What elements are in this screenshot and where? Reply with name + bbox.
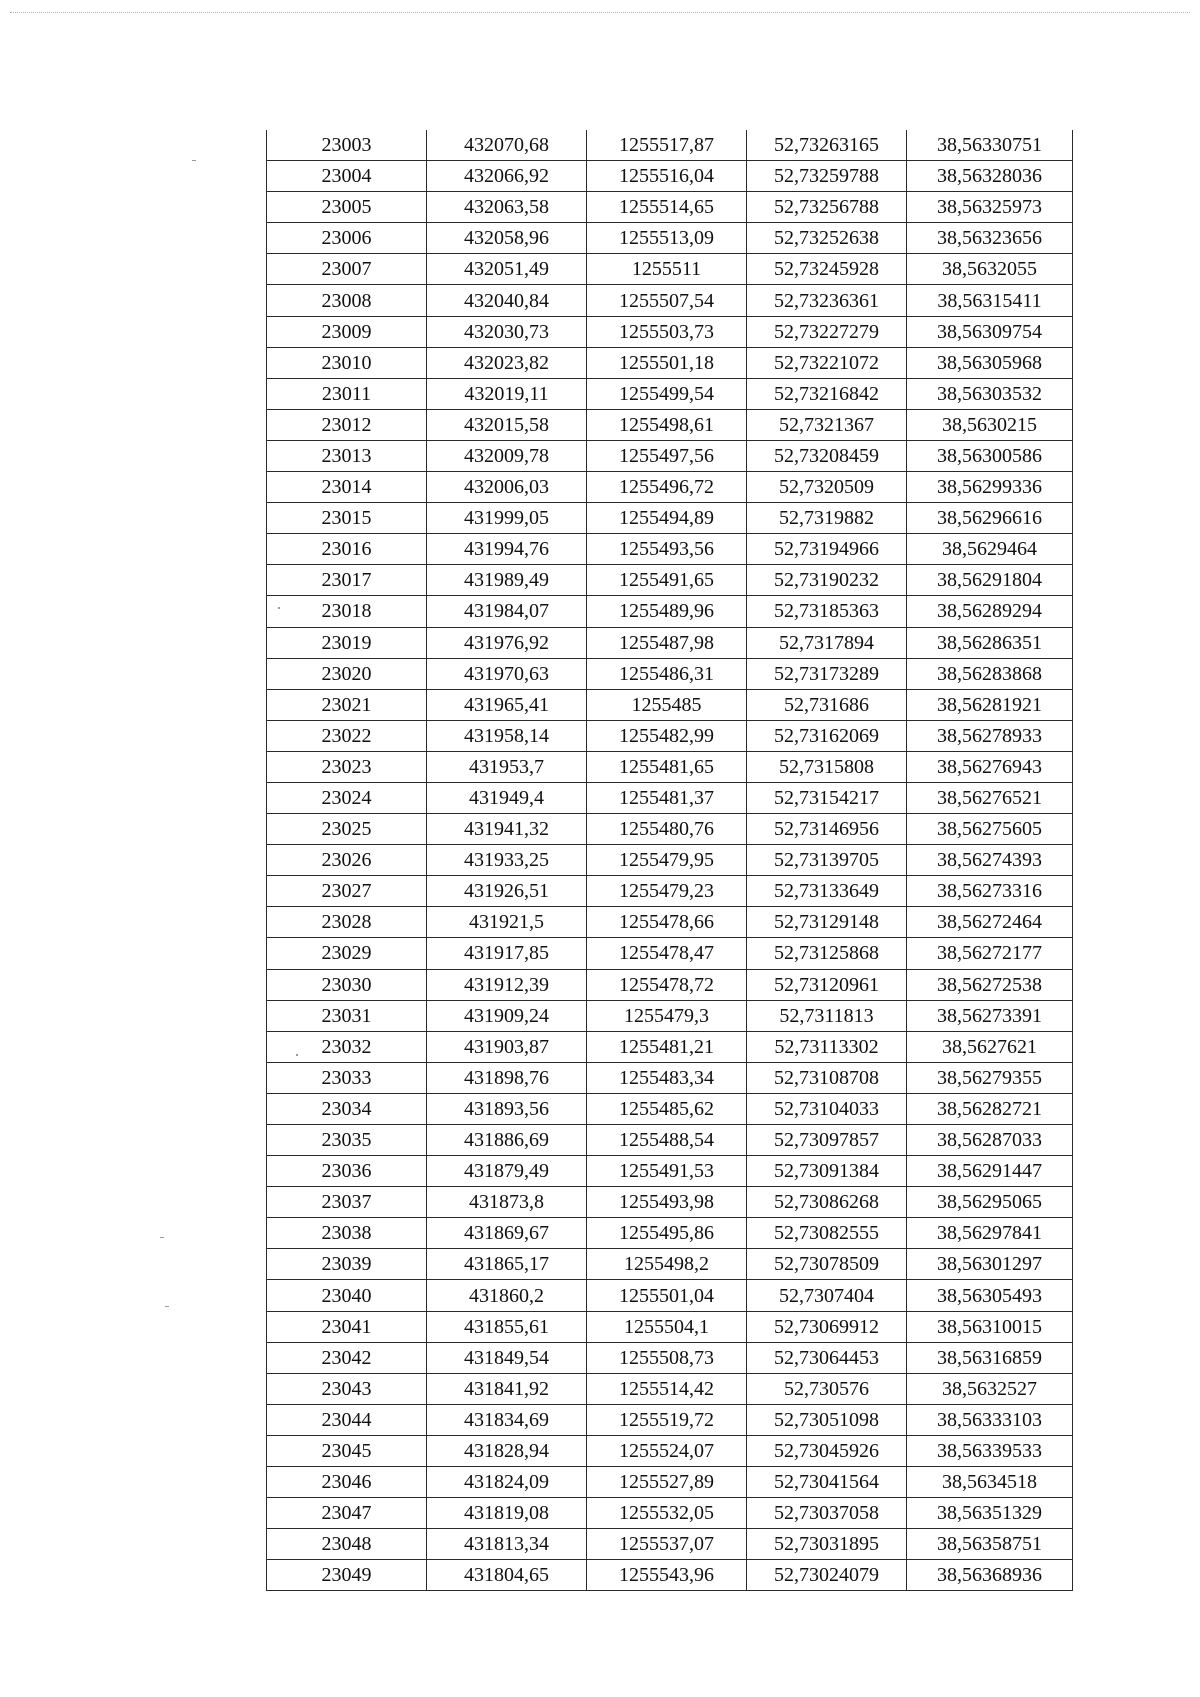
longitude-cell: 38,56272464 [907, 907, 1073, 938]
point-number-cell: 23009 [267, 316, 427, 347]
latitude-cell: 52,73146956 [747, 814, 907, 845]
y-coordinate-cell: 1255485 [587, 689, 747, 720]
y-coordinate-cell: 1255486,31 [587, 658, 747, 689]
point-number-cell: 23025 [267, 814, 427, 845]
latitude-cell: 52,73162069 [747, 720, 907, 751]
latitude-cell: 52,7321367 [747, 409, 907, 440]
x-coordinate-cell: 432009,78 [427, 440, 587, 471]
table-row [267, 720, 1073, 751]
longitude-cell: 38,56315411 [907, 285, 1073, 316]
y-coordinate-cell: 1255532,05 [587, 1498, 747, 1529]
latitude-cell: 52,73108708 [747, 1062, 907, 1093]
x-coordinate-cell: 432023,82 [427, 347, 587, 378]
point-number-cell: 23021 [267, 689, 427, 720]
point-number-cell: 23031 [267, 1000, 427, 1031]
longitude-cell: 38,56273316 [907, 876, 1073, 907]
table-row [267, 689, 1073, 720]
latitude-cell: 52,73245928 [747, 254, 907, 285]
latitude-cell: 52,73259788 [747, 161, 907, 192]
table-row [267, 254, 1073, 285]
latitude-cell: 52,73037058 [747, 1498, 907, 1529]
page-top-edge [10, 12, 1190, 13]
x-coordinate-cell: 431855,61 [427, 1311, 587, 1342]
y-coordinate-cell: 1255543,96 [587, 1560, 747, 1591]
y-coordinate-cell: 1255479,3 [587, 1000, 747, 1031]
latitude-cell: 52,7315808 [747, 751, 907, 782]
longitude-cell: 38,56272538 [907, 969, 1073, 1000]
point-number-cell: 23015 [267, 503, 427, 534]
longitude-cell: 38,56287033 [907, 1125, 1073, 1156]
longitude-cell: 38,56291447 [907, 1156, 1073, 1187]
longitude-cell: 38,56333103 [907, 1404, 1073, 1435]
longitude-cell: 38,56358751 [907, 1529, 1073, 1560]
latitude-cell: 52,73064453 [747, 1342, 907, 1373]
table-row [267, 1529, 1073, 1560]
latitude-cell: 52,73256788 [747, 192, 907, 223]
longitude-cell: 38,56273391 [907, 1000, 1073, 1031]
latitude-cell: 52,73024079 [747, 1560, 907, 1591]
x-coordinate-cell: 431819,08 [427, 1498, 587, 1529]
y-coordinate-cell: 1255481,37 [587, 782, 747, 813]
latitude-cell: 52,73173289 [747, 658, 907, 689]
latitude-cell: 52,73154217 [747, 782, 907, 813]
y-coordinate-cell: 1255489,96 [587, 596, 747, 627]
longitude-cell: 38,56295065 [907, 1187, 1073, 1218]
x-coordinate-cell: 431828,94 [427, 1435, 587, 1466]
latitude-cell: 52,73129148 [747, 907, 907, 938]
point-number-cell: 23046 [267, 1467, 427, 1498]
y-coordinate-cell: 1255507,54 [587, 285, 747, 316]
longitude-cell: 38,56339533 [907, 1435, 1073, 1466]
latitude-cell: 52,73051098 [747, 1404, 907, 1435]
latitude-cell: 52,73097857 [747, 1125, 907, 1156]
latitude-cell: 52,73041564 [747, 1467, 907, 1498]
latitude-cell: 52,73263165 [747, 130, 907, 161]
y-coordinate-cell: 1255481,21 [587, 1031, 747, 1062]
longitude-cell: 38,56278933 [907, 720, 1073, 751]
x-coordinate-cell: 431965,41 [427, 689, 587, 720]
table-row [267, 440, 1073, 471]
point-number-cell: 23041 [267, 1311, 427, 1342]
x-coordinate-cell: 431970,63 [427, 658, 587, 689]
latitude-cell: 52,7317894 [747, 627, 907, 658]
table-row [267, 347, 1073, 378]
y-coordinate-cell: 1255516,04 [587, 161, 747, 192]
longitude-cell: 38,56309754 [907, 316, 1073, 347]
point-number-cell: 23016 [267, 534, 427, 565]
y-coordinate-cell: 1255514,65 [587, 192, 747, 223]
table-row [267, 1311, 1073, 1342]
table-row [267, 472, 1073, 503]
x-coordinate-cell: 431834,69 [427, 1404, 587, 1435]
latitude-cell: 52,73227279 [747, 316, 907, 347]
latitude-cell: 52,73082555 [747, 1218, 907, 1249]
x-coordinate-cell: 431804,65 [427, 1560, 587, 1591]
table-row [267, 658, 1073, 689]
y-coordinate-cell: 1255493,56 [587, 534, 747, 565]
table-row [267, 316, 1073, 347]
longitude-cell: 38,5627621 [907, 1031, 1073, 1062]
scan-speck [165, 1306, 169, 1307]
point-number-cell: 23042 [267, 1342, 427, 1373]
x-coordinate-cell: 431898,76 [427, 1062, 587, 1093]
x-coordinate-cell: 431909,24 [427, 1000, 587, 1031]
table-row [267, 1000, 1073, 1031]
longitude-cell: 38,56283868 [907, 658, 1073, 689]
latitude-cell: 52,73236361 [747, 285, 907, 316]
point-number-cell: 23040 [267, 1280, 427, 1311]
y-coordinate-cell: 1255499,54 [587, 378, 747, 409]
point-number-cell: 23028 [267, 907, 427, 938]
point-number-cell: 23007 [267, 254, 427, 285]
y-coordinate-cell: 1255517,87 [587, 130, 747, 161]
point-number-cell: 23027 [267, 876, 427, 907]
y-coordinate-cell: 1255501,18 [587, 347, 747, 378]
table-row [267, 1435, 1073, 1466]
y-coordinate-cell: 1255483,34 [587, 1062, 747, 1093]
x-coordinate-cell: 432058,96 [427, 223, 587, 254]
coordinates-table [266, 130, 1073, 1591]
latitude-cell: 52,73221072 [747, 347, 907, 378]
table-row [267, 1467, 1073, 1498]
x-coordinate-cell: 432070,68 [427, 130, 587, 161]
point-number-cell: 23045 [267, 1435, 427, 1466]
point-number-cell: 23029 [267, 938, 427, 969]
x-coordinate-cell: 432063,58 [427, 192, 587, 223]
longitude-cell: 38,5632527 [907, 1373, 1073, 1404]
y-coordinate-cell: 1255503,73 [587, 316, 747, 347]
longitude-cell: 38,56276943 [907, 751, 1073, 782]
latitude-cell: 52,73194966 [747, 534, 907, 565]
y-coordinate-cell: 1255497,56 [587, 440, 747, 471]
table-row [267, 1280, 1073, 1311]
point-number-cell: 23043 [267, 1373, 427, 1404]
table-row [267, 1062, 1073, 1093]
y-coordinate-cell: 1255498,2 [587, 1249, 747, 1280]
point-number-cell: 23012 [267, 409, 427, 440]
x-coordinate-cell: 431824,09 [427, 1467, 587, 1498]
point-number-cell: 23039 [267, 1249, 427, 1280]
x-coordinate-cell: 432030,73 [427, 316, 587, 347]
table-row [267, 1560, 1073, 1591]
point-number-cell: 23044 [267, 1404, 427, 1435]
scan-speck [160, 1237, 164, 1238]
point-number-cell: 23017 [267, 565, 427, 596]
point-number-cell: 23003 [267, 130, 427, 161]
latitude-cell: 52,73216842 [747, 378, 907, 409]
longitude-cell: 38,5634518 [907, 1467, 1073, 1498]
x-coordinate-cell: 431958,14 [427, 720, 587, 751]
y-coordinate-cell: 1255479,23 [587, 876, 747, 907]
point-number-cell: 23005 [267, 192, 427, 223]
y-coordinate-cell: 1255481,65 [587, 751, 747, 782]
y-coordinate-cell: 1255480,76 [587, 814, 747, 845]
point-number-cell: 23023 [267, 751, 427, 782]
x-coordinate-cell: 431813,34 [427, 1529, 587, 1560]
point-number-cell: 23024 [267, 782, 427, 813]
y-coordinate-cell: 1255496,72 [587, 472, 747, 503]
x-coordinate-cell: 431849,54 [427, 1342, 587, 1373]
y-coordinate-cell: 1255487,98 [587, 627, 747, 658]
longitude-cell: 38,56300586 [907, 440, 1073, 471]
point-number-cell: 23048 [267, 1529, 427, 1560]
longitude-cell: 38,56275605 [907, 814, 1073, 845]
point-number-cell: 23032 [267, 1031, 427, 1062]
point-number-cell: 23033 [267, 1062, 427, 1093]
x-coordinate-cell: 431886,69 [427, 1125, 587, 1156]
point-number-cell: 23047 [267, 1498, 427, 1529]
point-number-cell: 23018 [267, 596, 427, 627]
longitude-cell: 38,56299336 [907, 472, 1073, 503]
latitude-cell: 52,73086268 [747, 1187, 907, 1218]
y-coordinate-cell: 1255501,04 [587, 1280, 747, 1311]
y-coordinate-cell: 1255498,61 [587, 409, 747, 440]
x-coordinate-cell: 432040,84 [427, 285, 587, 316]
y-coordinate-cell: 1255511 [587, 254, 747, 285]
point-number-cell: 23030 [267, 969, 427, 1000]
point-number-cell: 23038 [267, 1218, 427, 1249]
y-coordinate-cell: 1255504,1 [587, 1311, 747, 1342]
longitude-cell: 38,56274393 [907, 845, 1073, 876]
longitude-cell: 38,56305493 [907, 1280, 1073, 1311]
longitude-cell: 38,5632055 [907, 254, 1073, 285]
longitude-cell: 38,56325973 [907, 192, 1073, 223]
x-coordinate-cell: 432066,92 [427, 161, 587, 192]
x-coordinate-cell: 431879,49 [427, 1156, 587, 1187]
point-number-cell: 23014 [267, 472, 427, 503]
latitude-cell: 52,73091384 [747, 1156, 907, 1187]
y-coordinate-cell: 1255478,66 [587, 907, 747, 938]
point-number-cell: 23037 [267, 1187, 427, 1218]
longitude-cell: 38,56272177 [907, 938, 1073, 969]
table-row [267, 596, 1073, 627]
y-coordinate-cell: 1255513,09 [587, 223, 747, 254]
table-row [267, 565, 1073, 596]
table-row [267, 1373, 1073, 1404]
latitude-cell: 52,73208459 [747, 440, 907, 471]
latitude-cell: 52,7319882 [747, 503, 907, 534]
latitude-cell: 52,73185363 [747, 596, 907, 627]
point-number-cell: 23011 [267, 378, 427, 409]
table-row [267, 503, 1073, 534]
table-row [267, 1218, 1073, 1249]
point-number-cell: 23010 [267, 347, 427, 378]
point-number-cell: 23004 [267, 161, 427, 192]
latitude-cell: 52,731686 [747, 689, 907, 720]
longitude-cell: 38,56316859 [907, 1342, 1073, 1373]
longitude-cell: 38,56281921 [907, 689, 1073, 720]
y-coordinate-cell: 1255485,62 [587, 1093, 747, 1124]
table-row [267, 1093, 1073, 1124]
point-number-cell: 23036 [267, 1156, 427, 1187]
table-row [267, 1342, 1073, 1373]
y-coordinate-cell: 1255494,89 [587, 503, 747, 534]
table-row [267, 627, 1073, 658]
y-coordinate-cell: 1255491,65 [587, 565, 747, 596]
y-coordinate-cell: 1255514,42 [587, 1373, 747, 1404]
point-number-cell: 23026 [267, 845, 427, 876]
longitude-cell: 38,56282721 [907, 1093, 1073, 1124]
table-row [267, 1404, 1073, 1435]
x-coordinate-cell: 431953,7 [427, 751, 587, 782]
latitude-cell: 52,73190232 [747, 565, 907, 596]
table-row [267, 1156, 1073, 1187]
scan-speck [192, 160, 196, 161]
x-coordinate-cell: 431999,05 [427, 503, 587, 534]
longitude-cell: 38,56276521 [907, 782, 1073, 813]
y-coordinate-cell: 1255488,54 [587, 1125, 747, 1156]
x-coordinate-cell: 431912,39 [427, 969, 587, 1000]
table-row [267, 1031, 1073, 1062]
longitude-cell: 38,56291804 [907, 565, 1073, 596]
longitude-cell: 38,56305968 [907, 347, 1073, 378]
longitude-cell: 38,5629464 [907, 534, 1073, 565]
x-coordinate-cell: 431869,67 [427, 1218, 587, 1249]
table-row [267, 1249, 1073, 1280]
y-coordinate-cell: 1255491,53 [587, 1156, 747, 1187]
longitude-cell: 38,56301297 [907, 1249, 1073, 1280]
table-row [267, 223, 1073, 254]
latitude-cell: 52,7307404 [747, 1280, 907, 1311]
latitude-cell: 52,73069912 [747, 1311, 907, 1342]
latitude-cell: 52,7320509 [747, 472, 907, 503]
x-coordinate-cell: 431994,76 [427, 534, 587, 565]
longitude-cell: 38,56289294 [907, 596, 1073, 627]
x-coordinate-cell: 431893,56 [427, 1093, 587, 1124]
coordinates-table-body [267, 130, 1073, 1591]
point-number-cell: 23006 [267, 223, 427, 254]
latitude-cell: 52,73252638 [747, 223, 907, 254]
longitude-cell: 38,56279355 [907, 1062, 1073, 1093]
table-row [267, 409, 1073, 440]
longitude-cell: 38,5630215 [907, 409, 1073, 440]
point-number-cell: 23034 [267, 1093, 427, 1124]
x-coordinate-cell: 431873,8 [427, 1187, 587, 1218]
point-number-cell: 23035 [267, 1125, 427, 1156]
y-coordinate-cell: 1255478,47 [587, 938, 747, 969]
latitude-cell: 52,730576 [747, 1373, 907, 1404]
y-coordinate-cell: 1255508,73 [587, 1342, 747, 1373]
y-coordinate-cell: 1255524,07 [587, 1435, 747, 1466]
table-row [267, 907, 1073, 938]
y-coordinate-cell: 1255527,89 [587, 1467, 747, 1498]
longitude-cell: 38,56323656 [907, 223, 1073, 254]
table-row [267, 876, 1073, 907]
y-coordinate-cell: 1255479,95 [587, 845, 747, 876]
latitude-cell: 52,7311813 [747, 1000, 907, 1031]
y-coordinate-cell: 1255482,99 [587, 720, 747, 751]
x-coordinate-cell: 431949,4 [427, 782, 587, 813]
point-number-cell: 23020 [267, 658, 427, 689]
longitude-cell: 38,56328036 [907, 161, 1073, 192]
latitude-cell: 52,73120961 [747, 969, 907, 1000]
table-row [267, 130, 1073, 161]
table-row [267, 161, 1073, 192]
longitude-cell: 38,56368936 [907, 1560, 1073, 1591]
table-row [267, 378, 1073, 409]
longitude-cell: 38,56351329 [907, 1498, 1073, 1529]
x-coordinate-cell: 431865,17 [427, 1249, 587, 1280]
x-coordinate-cell: 431903,87 [427, 1031, 587, 1062]
table-row [267, 285, 1073, 316]
table-row [267, 938, 1073, 969]
latitude-cell: 52,73133649 [747, 876, 907, 907]
x-coordinate-cell: 432019,11 [427, 378, 587, 409]
table-row [267, 969, 1073, 1000]
table-row [267, 1187, 1073, 1218]
point-number-cell: 23022 [267, 720, 427, 751]
latitude-cell: 52,73125868 [747, 938, 907, 969]
longitude-cell: 38,56310015 [907, 1311, 1073, 1342]
longitude-cell: 38,56330751 [907, 130, 1073, 161]
x-coordinate-cell: 431933,25 [427, 845, 587, 876]
table-row [267, 1125, 1073, 1156]
point-number-cell: 23008 [267, 285, 427, 316]
table-row [267, 192, 1073, 223]
x-coordinate-cell: 431917,85 [427, 938, 587, 969]
y-coordinate-cell: 1255493,98 [587, 1187, 747, 1218]
table-row [267, 534, 1073, 565]
x-coordinate-cell: 431976,92 [427, 627, 587, 658]
x-coordinate-cell: 431860,2 [427, 1280, 587, 1311]
x-coordinate-cell: 432006,03 [427, 472, 587, 503]
y-coordinate-cell: 1255537,07 [587, 1529, 747, 1560]
table-row [267, 1498, 1073, 1529]
x-coordinate-cell: 431921,5 [427, 907, 587, 938]
point-number-cell: 23013 [267, 440, 427, 471]
x-coordinate-cell: 432015,58 [427, 409, 587, 440]
longitude-cell: 38,56303532 [907, 378, 1073, 409]
table-row [267, 782, 1073, 813]
x-coordinate-cell: 431989,49 [427, 565, 587, 596]
x-coordinate-cell: 431926,51 [427, 876, 587, 907]
x-coordinate-cell: 431984,07 [427, 596, 587, 627]
x-coordinate-cell: 431841,92 [427, 1373, 587, 1404]
longitude-cell: 38,56286351 [907, 627, 1073, 658]
x-coordinate-cell: 432051,49 [427, 254, 587, 285]
latitude-cell: 52,73113302 [747, 1031, 907, 1062]
table-row [267, 814, 1073, 845]
y-coordinate-cell: 1255495,86 [587, 1218, 747, 1249]
latitude-cell: 52,73031895 [747, 1529, 907, 1560]
table-row [267, 751, 1073, 782]
point-number-cell: 23019 [267, 627, 427, 658]
point-number-cell: 23049 [267, 1560, 427, 1591]
longitude-cell: 38,56297841 [907, 1218, 1073, 1249]
longitude-cell: 38,56296616 [907, 503, 1073, 534]
latitude-cell: 52,73104033 [747, 1093, 907, 1124]
latitude-cell: 52,73045926 [747, 1435, 907, 1466]
latitude-cell: 52,73139705 [747, 845, 907, 876]
y-coordinate-cell: 1255478,72 [587, 969, 747, 1000]
x-coordinate-cell: 431941,32 [427, 814, 587, 845]
table-row [267, 845, 1073, 876]
latitude-cell: 52,73078509 [747, 1249, 907, 1280]
y-coordinate-cell: 1255519,72 [587, 1404, 747, 1435]
